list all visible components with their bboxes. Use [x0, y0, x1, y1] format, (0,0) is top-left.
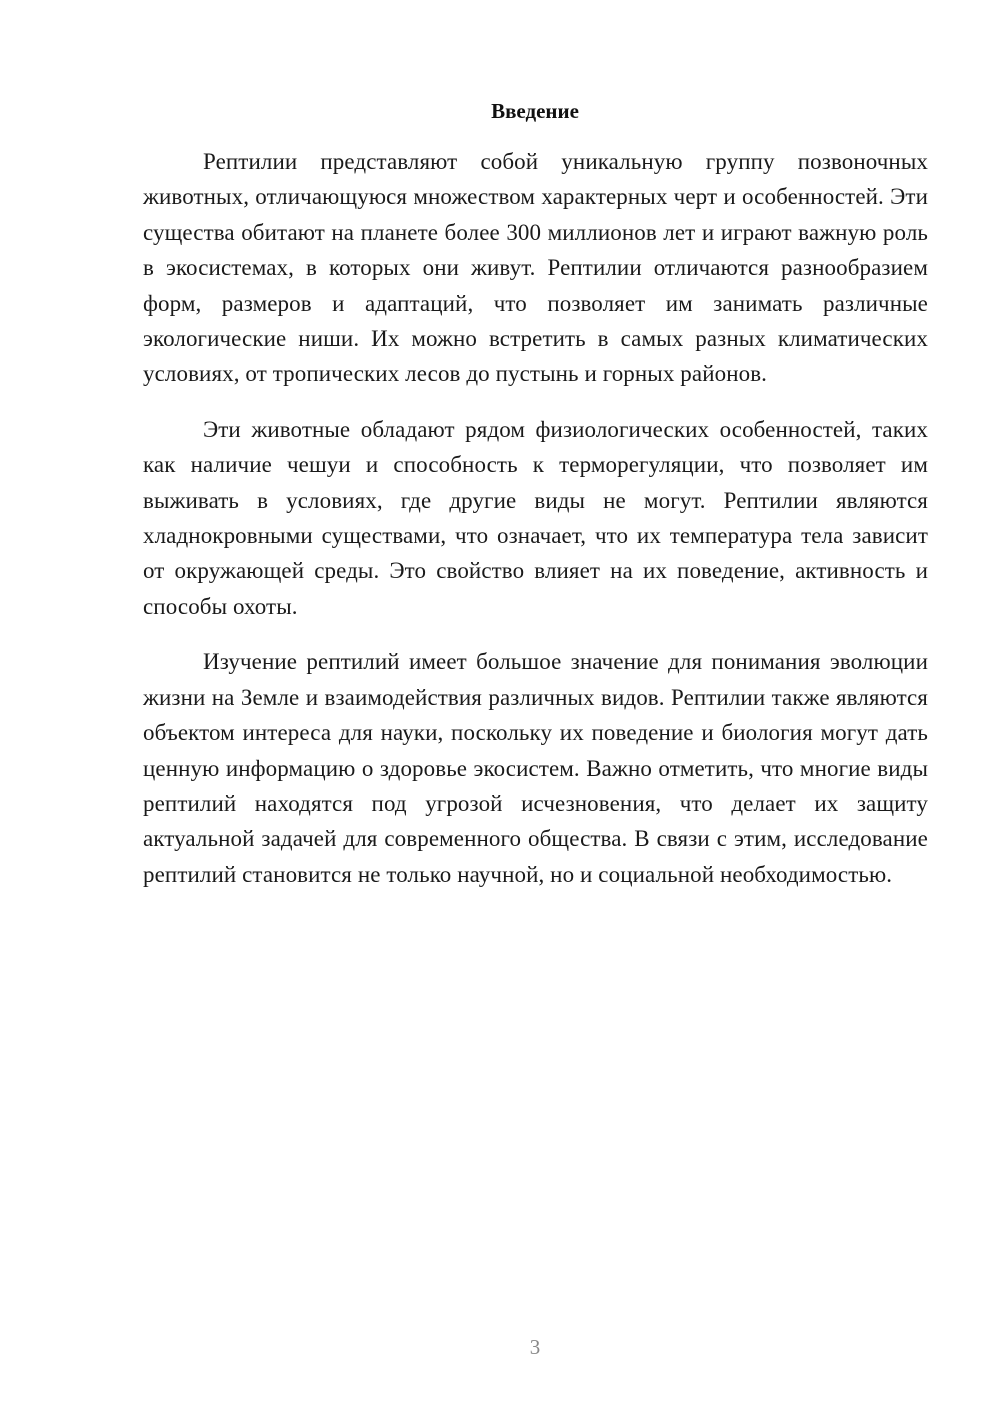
page-title: Введение	[491, 99, 579, 123]
page-number: 3	[529, 1335, 541, 1359]
paragraph-2: Эти животные обладают рядом физиологических особенностей, таких как наличие чешуи и способность к терморегуляции, что позволяет им выживать в условиях, где другие виды не могут. Рептилии являются хладнокровными существами, что означает, что их температура тела зависит от окружающей среды. Это свойство влияет на их поведение, активность и способы охоты.	[143, 416, 928, 619]
paragraph-1: Рептилии представляют собой уникальную группу позвоночных животных, отличающуюся множеством характерных черт и особенностей. Эти существа обитают на планете более 300 миллионов лет и играют важную роль в экосистемах, в которых они живут. Рептилии отличаются разнообразием форм, размеров и адаптаций, что позволяет им занимать различные экологические ниши. Их можно встретить в самых разных климатических условиях, от тропических лесов до пустынь и горных районов.	[143, 149, 928, 387]
paragraph-3: Изучение рептилий имеет большое значение для понимания эволюции жизни на Земле и взаимодействия различных видов. Рептилии также являются объектом интереса для науки, поскольку их поведение и биология могут дать ценную информацию о здоровье экосистем. Важно отметить, что многие виды рептилий находятся под угрозой исчезновения, что делает их защиту актуальной задачей для современного общества. В связи с этим, исследование рептилий становится не только научной, но и социальной необходимостью.	[143, 649, 928, 887]
document-body	[143, 144, 928, 892]
